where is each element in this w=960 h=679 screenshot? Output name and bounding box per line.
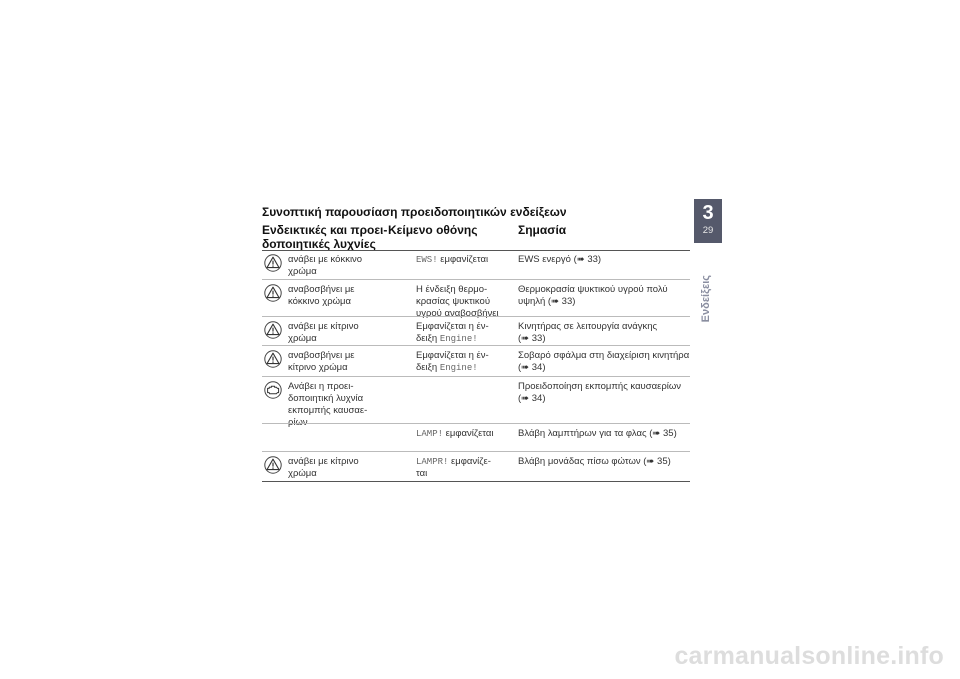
engine-check-icon [264,381,282,399]
meaning-line: Θερμοκρασία ψυκτικού υγρού πολύ [518,284,668,295]
display-label: δειξη [416,362,440,373]
indicator-line: δοποιητική λυχνία [288,393,364,404]
warning-triangle-icon [264,350,282,368]
display-label: εμφανίζεται [437,254,489,265]
display-label: δειξη [416,333,440,344]
display-line: κρασίας ψυκτικού [416,296,491,307]
display-label: εμφανίζε- [448,456,491,467]
meaning-line: Βλάβη μονάδας πίσω φώτων (➠ 35) [518,456,671,467]
chapter-number: 3 [702,202,714,224]
meaning-text [518,254,690,266]
display-code: LAMP! [416,429,444,439]
display-code: LAMPR! [416,457,449,467]
header-indicators [262,223,387,251]
display-line [416,362,516,374]
meaning-line: Βλάβη λαμπτήρων για τα φλας (➠ 35) [518,428,677,439]
display-text [416,284,516,320]
table-row [262,452,690,482]
table-row [262,280,690,317]
display-label: εμφανίζεται [443,428,494,439]
table-row [262,317,690,346]
meaning-line: (➠ 34) [518,393,546,404]
indicator-desc [288,350,398,374]
meaning-line: (➠ 33) [518,333,546,344]
display-code: Engine! [439,334,478,344]
warning-triangle-icon [264,254,282,272]
indicator-desc [288,456,398,480]
indicator-line: αναβοσβήνει με [288,350,355,361]
warning-triangle-icon [264,321,282,339]
meaning-text [518,350,690,374]
meaning-line: Σοβαρό σφάλμα στη διαχείριση κινητήρα [518,350,690,361]
indicator-line: κίτρινο χρώμα [288,362,348,373]
display-text [416,254,516,266]
meaning-line: EWS ενεργό (➠ 33) [518,254,602,265]
indicator-line: κόκκινο χρώμα [288,296,351,307]
display-line [416,456,516,468]
indicator-line: ανάβει με κίτρινο [288,321,359,332]
indicator-line: ανάβει με κόκκινο [288,254,363,265]
header-display-text: Κείμενο οθόνης [388,223,478,237]
meaning-line: Προειδοποίηση εκπομπής καυσαερίων [518,381,682,392]
meaning-line: (➠ 34) [518,362,546,373]
table-row [262,377,690,428]
indicator-line: ανάβει με κίτρινο [288,456,359,467]
header-meaning: Σημασία [518,223,567,237]
indicator-line: εκπομπής καυσαε- [288,405,368,416]
table-row [262,346,690,377]
chapter-side-label: Ενδείξεις [700,275,712,323]
page-title: Συνοπτική παρουσίαση προειδοποιητικών ενδείξεων [262,205,567,219]
display-line: Εμφανίζεται η έν- [416,350,489,361]
meaning-text [518,381,690,405]
row-divider [262,481,690,482]
table-row [262,424,690,452]
display-line: Εμφανίζεται η έν- [416,321,489,332]
meaning-text [518,428,690,440]
display-code: Engine! [439,363,478,373]
display-line [416,333,516,345]
indicator-line: Ανάβει η προει- [288,381,354,392]
indicator-line: χρώμα [288,333,317,344]
warning-triangle-icon [264,456,282,474]
header-indicators-line1: Ενδεικτικές και προει- [262,223,388,237]
indicator-line: χρώμα [288,266,317,277]
indicator-line: χρώμα [288,468,317,479]
meaning-line: Κινητήρας σε λειτουργία ανάγκης [518,321,658,332]
display-line: υγρού αναβοσβήνει [416,308,499,319]
indicator-desc [288,321,398,345]
header-indicators-line2: δοποιητικές λυχνίες [262,237,376,251]
display-code: EWS! [416,255,438,265]
meaning-line: υψηλή (➠ 33) [518,296,576,307]
meaning-text [518,456,690,468]
meaning-text [518,284,690,308]
indicator-desc [288,381,398,429]
display-text [416,321,516,345]
page-number: 29 [702,225,714,236]
warning-triangle-icon [264,284,282,302]
display-text [416,428,516,440]
display-text [416,350,516,374]
meaning-text [518,321,690,345]
display-line: Η ένδειξη θερμο- [416,284,488,295]
indicator-desc [288,254,398,278]
table-row [262,250,690,280]
display-text [416,456,516,480]
indicator-line: ρίων [288,417,308,428]
display-line: ται [416,468,428,479]
indicator-desc [288,284,398,308]
chapter-tab [694,199,722,243]
watermark: carmanualsonline.info [674,642,944,670]
indicator-line: αναβοσβήνει με [288,284,355,295]
